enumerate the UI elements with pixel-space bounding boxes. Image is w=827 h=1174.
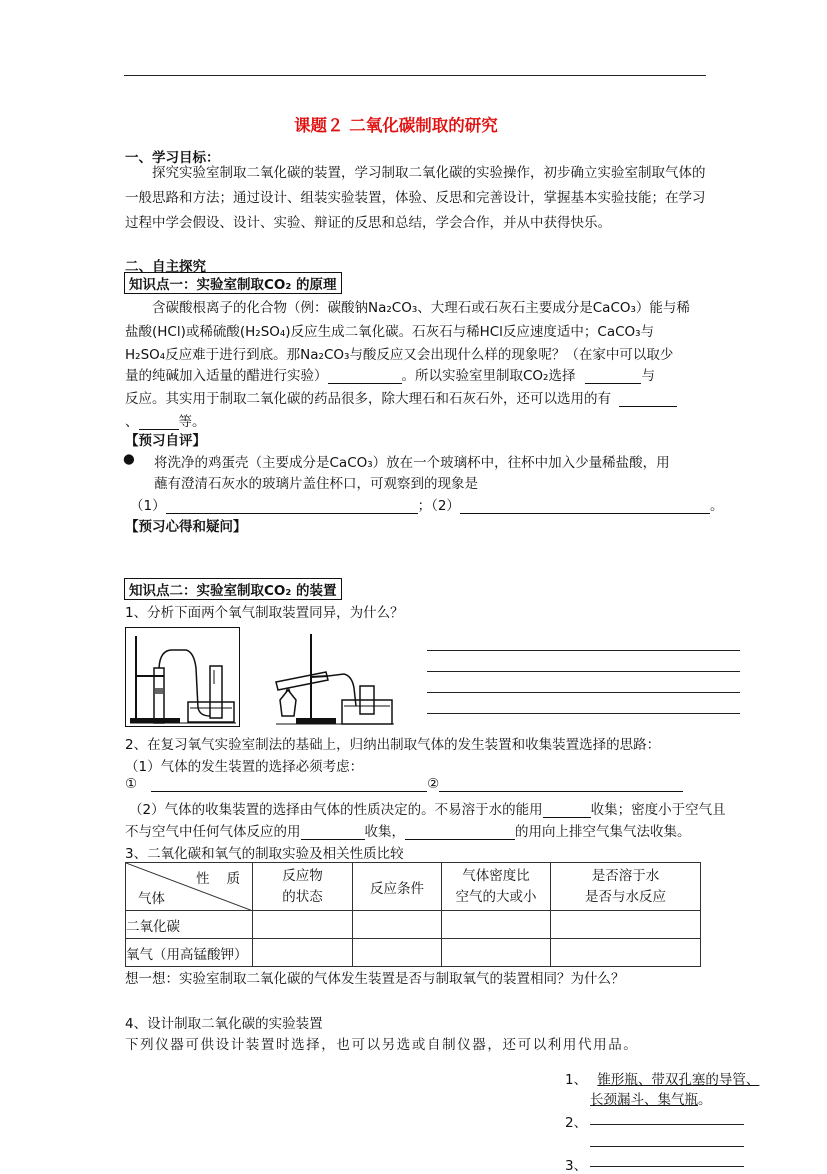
- kp1-line-4: [125, 364, 655, 384]
- knowledge-point-2: 知识点二：实验室制取CO₂ 的装置: [124, 578, 342, 600]
- q2-considerations: [125, 776, 683, 792]
- section-2-heading: 二、自主探究: [125, 259, 206, 275]
- kp1-line-2: 盐酸(HCl)或稀硫酸(H₂SO₄)反应生成二氧化碳。石灰石与稀HCl反应速度适中；CaCO₃与: [125, 324, 655, 340]
- think-question: 想一想：实验室制取二氧化碳的气体发生装置是否与制取氧气的装置相同？为什么？: [125, 971, 625, 987]
- header-reactant-state: 反应物 的状态: [253, 863, 353, 911]
- circled-1: ①: [125, 776, 138, 792]
- kp1-line-4-text: 量的纯碱加入适量的醋进行实验）: [125, 368, 328, 384]
- blank-collect-1[interactable]: [543, 803, 591, 818]
- q2b-text-1: （2）气体的收集装置的选择由气体的性质决定的。不易溶于水的能用: [129, 802, 543, 818]
- apparatus-2-drawing: [266, 630, 396, 726]
- blank-consider-1[interactable]: [151, 777, 427, 792]
- preview-answers: [130, 494, 723, 514]
- blank-collect-3[interactable]: [405, 825, 515, 840]
- kp1-line-5-text: 反应。其实用于制取二氧化碳的药品很多，除大理石和石灰石外，还可以选用的有: [125, 391, 611, 407]
- q2b-text-1-end: 收集；密度小于空气且: [590, 802, 726, 818]
- question-1: 1、分析下面两个氧气制取装置同异，为什么？: [125, 605, 404, 621]
- blank-other-reagent-1[interactable]: [619, 392, 677, 407]
- table-corner: [126, 863, 253, 911]
- q2b-text-2-mid: 收集，: [364, 824, 405, 840]
- blank-collect-2[interactable]: [301, 825, 365, 840]
- question-2b-line-2: [125, 820, 691, 840]
- kp1-etc: 等。: [178, 414, 206, 430]
- table-cell[interactable]: [253, 911, 353, 939]
- table-row: [126, 939, 701, 967]
- list-item: [565, 1111, 587, 1131]
- table-cell[interactable]: [442, 939, 551, 967]
- row-label-co2: 二氧化碳: [126, 911, 253, 939]
- list-text-1a: 锥形瓶、带双孔塞的导管、: [597, 1072, 760, 1088]
- list-num-2: 2、: [565, 1115, 588, 1131]
- row-label-o2: 氧气（用高锰酸钾）: [126, 939, 253, 967]
- question-3: 3、二氧化碳和氧气的制取实验及相关性质比较: [125, 846, 404, 862]
- table-cell[interactable]: [551, 939, 701, 967]
- kp1-line-6: [125, 410, 206, 430]
- list-item: [590, 1088, 712, 1108]
- answer-line-2[interactable]: [427, 671, 740, 672]
- table-cell[interactable]: [353, 939, 442, 967]
- list-period: 。: [698, 1092, 712, 1108]
- list-text-1b: 长颈漏斗、集气瓶: [590, 1092, 698, 1108]
- blank-na2co3-phenomenon[interactable]: [328, 369, 402, 384]
- blank-consider-2[interactable]: [439, 777, 683, 792]
- header-reaction-condition: 反应条件: [353, 863, 442, 911]
- preview-end: 。: [709, 498, 724, 514]
- question-4: 4、设计制取二氧化碳的实验装置: [125, 1016, 323, 1032]
- kp1-line-5: [125, 387, 677, 407]
- answer-line-1[interactable]: [427, 650, 740, 651]
- corner-top-label: 性 质: [196, 871, 241, 887]
- list-item: [565, 1068, 759, 1088]
- kp1-comma: 、: [125, 414, 139, 430]
- apparatus-1-drawing: [126, 628, 239, 726]
- list-num-3: 3、: [565, 1158, 588, 1174]
- preview-heading: 【预习自评】: [125, 433, 206, 449]
- apparatus-figure-1: [125, 627, 240, 727]
- q2b-text-2-end: 的用向上排空气集气法收集。: [515, 824, 691, 840]
- knowledge-point-1: 知识点一：实验室制取CO₂ 的原理: [124, 272, 342, 294]
- list-line-3a[interactable]: [590, 1166, 744, 1167]
- section-1-text: 探究实验室制取二氧化碳的装置，学习制取二氧化碳的实验操作，初步确立实验室制取气体的一般思路和方法；通过设计、组装实验装置，体验、反思和完善设计，掌握基本实验技能；在学习过程中学会假设、设计、实验、辩证的反思和总结，学会合作，并从中获得快乐。: [125, 165, 706, 231]
- preview-sep: ；（2）: [417, 498, 460, 514]
- page-title: 课题２ 二氧化碳制取的研究: [294, 116, 498, 135]
- list-line-2a[interactable]: [590, 1124, 744, 1125]
- table-row: [126, 911, 701, 939]
- kp1-choose-text: 。所以实验室里制取CO₂选择: [401, 368, 576, 384]
- answer-line-3[interactable]: [427, 692, 740, 693]
- table-cell[interactable]: [253, 939, 353, 967]
- table-cell[interactable]: [353, 911, 442, 939]
- question-2: 2、在复习氧气实验室制法的基础上，归纳出制取气体的发生装置和收集装置选择的思路：: [125, 737, 661, 753]
- apparatus-figure-2: [266, 630, 396, 726]
- preview-bullet: ●: [123, 451, 135, 467]
- blank-phenomenon-2[interactable]: [460, 499, 710, 514]
- list-item: [565, 1154, 587, 1174]
- header-density: 气体密度比 空气的大或小: [442, 863, 551, 911]
- blank-phenomenon-1[interactable]: [166, 499, 418, 514]
- notes-heading: 【预习心得和疑问】: [125, 519, 247, 535]
- list-num-1: 1、: [565, 1072, 588, 1088]
- blank-reagent-1[interactable]: [585, 369, 641, 384]
- list-line-2b[interactable]: [590, 1146, 744, 1147]
- corner-bottom-label: 气体: [138, 891, 165, 907]
- q2b-text-2: 不与空气中任何气体反应的用: [125, 824, 301, 840]
- question-2a: （1）气体的发生装置的选择必须考虑：: [125, 759, 364, 775]
- header-rule: [124, 75, 706, 76]
- preview-text-1: 将洗净的鸡蛋壳（主要成分是CaCO₃）放在一个玻璃杯中，往杯中加入少量稀盐酸，用: [154, 455, 670, 471]
- question-4-text: 下列仪器可供设计装置时选择，也可以另选或自制仪器，还可以利用代用品。: [125, 1037, 639, 1053]
- table-cell[interactable]: [442, 911, 551, 939]
- kp1-and-text: 与: [641, 368, 655, 384]
- kp1-line-1: 含碳酸根离子的化合物（例：碳酸钠Na₂CO₃、大理石或石灰石主要成分是CaCO₃）能与稀: [152, 300, 690, 316]
- table-cell[interactable]: [551, 911, 701, 939]
- header-solubility: 是否溶于水 是否与水反应: [551, 863, 701, 911]
- preview-text-2: 蘸有澄清石灰水的玻璃片盖住杯口，可观察到的现象是: [154, 476, 478, 492]
- question-2b-line-1: [129, 798, 726, 818]
- section-1-heading: 一、学习目标：: [125, 150, 220, 166]
- kp1-line-3: H₂SO₄反应难于进行到底。那Na₂CO₃与酸反应又会出现什么样的现象呢？（在家中可以取少: [125, 347, 674, 363]
- circled-2: ②: [427, 776, 440, 792]
- blank-other-reagent-2[interactable]: [139, 415, 179, 430]
- preview-item-1: （1）: [130, 498, 166, 514]
- comparison-table: [125, 862, 701, 967]
- answer-line-4[interactable]: [427, 713, 740, 714]
